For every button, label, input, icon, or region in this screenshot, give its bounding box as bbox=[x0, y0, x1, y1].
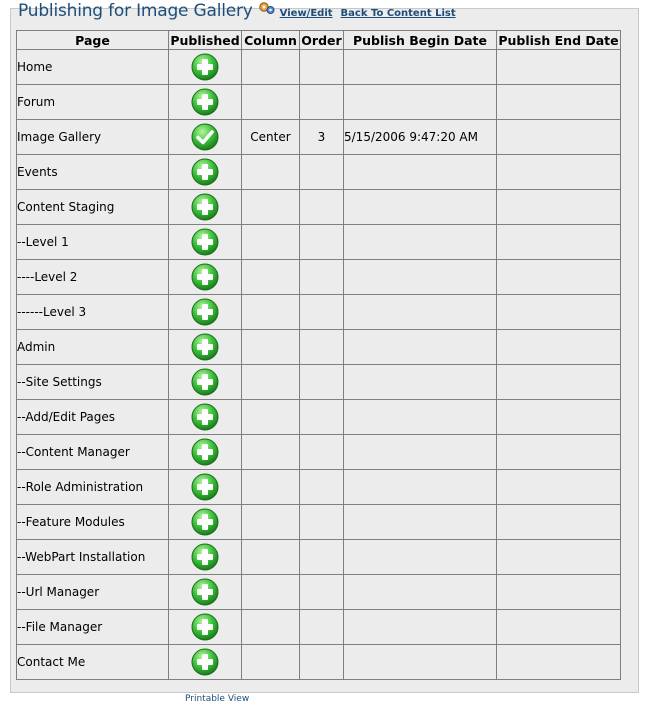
published-cell bbox=[169, 295, 242, 330]
page-name-cell: Admin bbox=[17, 330, 169, 365]
add-plus-icon bbox=[191, 578, 219, 606]
published-cell bbox=[169, 540, 242, 575]
page-name-cell: Forum bbox=[17, 85, 169, 120]
order-cell bbox=[300, 435, 344, 470]
page-name-cell: --Content Manager bbox=[17, 435, 169, 470]
published-cell bbox=[169, 645, 242, 680]
published-cell bbox=[169, 365, 242, 400]
end-date-cell bbox=[497, 540, 621, 575]
published-cell bbox=[169, 155, 242, 190]
column-cell bbox=[242, 540, 300, 575]
publishing-table bbox=[16, 30, 621, 680]
add-plus-icon bbox=[191, 403, 219, 431]
publish-add-button[interactable] bbox=[191, 543, 219, 571]
begin-date-cell bbox=[344, 365, 497, 400]
add-plus-icon bbox=[191, 158, 219, 186]
column-cell bbox=[242, 470, 300, 505]
begin-date-cell bbox=[344, 575, 497, 610]
view-edit-link[interactable]: View/Edit bbox=[279, 7, 333, 19]
table-row bbox=[17, 50, 621, 85]
begin-date-cell bbox=[344, 505, 497, 540]
end-date-cell bbox=[497, 120, 621, 155]
page-name-cell: ----Level 2 bbox=[17, 260, 169, 295]
add-plus-icon bbox=[191, 543, 219, 571]
begin-date-cell bbox=[344, 645, 497, 680]
publish-add-button[interactable] bbox=[191, 228, 219, 256]
begin-date-cell bbox=[344, 330, 497, 365]
publish-add-button[interactable] bbox=[191, 508, 219, 536]
table-row bbox=[17, 260, 621, 295]
published-cell bbox=[169, 610, 242, 645]
page-name-cell: Image Gallery bbox=[17, 120, 169, 155]
published-cell bbox=[169, 50, 242, 85]
printable-view-link[interactable]: Printable View bbox=[185, 694, 250, 704]
page-name-cell: --Level 1 bbox=[17, 225, 169, 260]
column-cell bbox=[242, 645, 300, 680]
table-row bbox=[17, 120, 621, 155]
published-cell bbox=[169, 435, 242, 470]
column-cell bbox=[242, 400, 300, 435]
order-cell bbox=[300, 330, 344, 365]
publish-add-button[interactable] bbox=[191, 648, 219, 676]
publish-add-button[interactable] bbox=[191, 333, 219, 361]
publish-add-button[interactable] bbox=[191, 263, 219, 291]
column-cell bbox=[242, 575, 300, 610]
order-cell bbox=[300, 645, 344, 680]
back-to-content-list-link[interactable]: Back To Content List bbox=[340, 7, 456, 19]
page-name-cell: --Add/Edit Pages bbox=[17, 400, 169, 435]
page-name-cell: --Site Settings bbox=[17, 365, 169, 400]
begin-date-cell bbox=[344, 295, 497, 330]
table-row bbox=[17, 645, 621, 680]
published-check-button[interactable] bbox=[191, 123, 219, 151]
column-cell bbox=[242, 155, 300, 190]
begin-date-cell bbox=[344, 435, 497, 470]
order-cell bbox=[300, 540, 344, 575]
column-cell bbox=[242, 610, 300, 645]
table-row bbox=[17, 400, 621, 435]
column-cell bbox=[242, 295, 300, 330]
publish-add-button[interactable] bbox=[191, 403, 219, 431]
table-row bbox=[17, 295, 621, 330]
add-plus-icon bbox=[191, 193, 219, 221]
publish-add-button[interactable] bbox=[191, 298, 219, 326]
order-cell bbox=[300, 50, 344, 85]
order-cell bbox=[300, 610, 344, 645]
begin-date-cell bbox=[344, 225, 497, 260]
add-plus-icon bbox=[191, 368, 219, 396]
begin-date-cell bbox=[344, 400, 497, 435]
begin-date-cell bbox=[344, 260, 497, 295]
published-cell bbox=[169, 470, 242, 505]
page-header bbox=[18, 0, 456, 22]
column-cell: Center bbox=[242, 120, 300, 155]
end-date-cell bbox=[497, 575, 621, 610]
end-date-cell bbox=[497, 400, 621, 435]
column-cell bbox=[242, 260, 300, 295]
column-header-column: Column bbox=[242, 31, 300, 50]
add-plus-icon bbox=[191, 473, 219, 501]
table-row bbox=[17, 330, 621, 365]
gears-icon bbox=[258, 0, 276, 16]
end-date-cell bbox=[497, 435, 621, 470]
published-cell bbox=[169, 330, 242, 365]
end-date-cell bbox=[497, 85, 621, 120]
page-name-cell: --Role Administration bbox=[17, 470, 169, 505]
begin-date-cell: 5/15/2006 9:47:20 AM bbox=[344, 120, 497, 155]
table-row bbox=[17, 610, 621, 645]
add-plus-icon bbox=[191, 613, 219, 641]
published-cell bbox=[169, 225, 242, 260]
order-cell bbox=[300, 470, 344, 505]
end-date-cell bbox=[497, 190, 621, 225]
published-cell bbox=[169, 575, 242, 610]
table-row bbox=[17, 225, 621, 260]
begin-date-cell bbox=[344, 540, 497, 575]
begin-date-cell bbox=[344, 190, 497, 225]
order-cell bbox=[300, 190, 344, 225]
table-row bbox=[17, 155, 621, 190]
page-name-cell: --Feature Modules bbox=[17, 505, 169, 540]
column-header-end-date: Publish End Date bbox=[498, 32, 619, 48]
end-date-cell bbox=[497, 365, 621, 400]
end-date-cell bbox=[497, 505, 621, 540]
begin-date-cell bbox=[344, 155, 497, 190]
published-cell bbox=[169, 260, 242, 295]
page-name-cell: --Url Manager bbox=[17, 575, 169, 610]
table-row bbox=[17, 505, 621, 540]
column-cell bbox=[242, 85, 300, 120]
column-header-published: Published bbox=[170, 32, 240, 48]
end-date-cell bbox=[497, 295, 621, 330]
column-cell bbox=[242, 435, 300, 470]
order-cell bbox=[300, 505, 344, 540]
column-header-page: Page bbox=[17, 31, 169, 50]
end-date-cell bbox=[497, 645, 621, 680]
publish-add-button[interactable] bbox=[191, 88, 219, 116]
publish-add-button[interactable] bbox=[191, 473, 219, 501]
order-cell bbox=[300, 575, 344, 610]
begin-date-cell bbox=[344, 610, 497, 645]
column-header-begin-date: Publish Begin Date bbox=[344, 31, 497, 50]
add-plus-icon bbox=[191, 438, 219, 466]
order-cell bbox=[300, 365, 344, 400]
add-plus-icon bbox=[191, 263, 219, 291]
published-cell bbox=[169, 190, 242, 225]
publish-add-button[interactable] bbox=[191, 578, 219, 606]
page-name-cell: --File Manager bbox=[17, 610, 169, 645]
column-cell bbox=[242, 50, 300, 85]
table-row bbox=[17, 540, 621, 575]
publish-add-button[interactable] bbox=[191, 368, 219, 396]
begin-date-cell bbox=[344, 470, 497, 505]
add-plus-icon bbox=[191, 228, 219, 256]
order-cell: 3 bbox=[300, 120, 344, 155]
add-plus-icon bbox=[191, 333, 219, 361]
column-cell bbox=[242, 190, 300, 225]
order-cell bbox=[300, 225, 344, 260]
publish-add-button[interactable] bbox=[191, 193, 219, 221]
published-cell bbox=[169, 505, 242, 540]
page-title: Publishing for Image Gallery bbox=[18, 1, 253, 21]
order-cell bbox=[300, 295, 344, 330]
column-cell bbox=[242, 505, 300, 540]
table-row bbox=[17, 435, 621, 470]
end-date-cell bbox=[497, 260, 621, 295]
column-cell bbox=[242, 225, 300, 260]
add-plus-icon bbox=[191, 88, 219, 116]
column-header-order: Order bbox=[301, 32, 342, 48]
page-name-cell: Content Staging bbox=[17, 190, 169, 225]
add-plus-icon bbox=[191, 53, 219, 81]
order-cell bbox=[300, 85, 344, 120]
published-cell bbox=[169, 85, 242, 120]
end-date-cell bbox=[497, 470, 621, 505]
published-cell bbox=[169, 400, 242, 435]
table-header-row bbox=[17, 31, 621, 50]
add-plus-icon bbox=[191, 298, 219, 326]
table-row bbox=[17, 190, 621, 225]
table-row bbox=[17, 575, 621, 610]
publish-add-button[interactable] bbox=[191, 613, 219, 641]
end-date-cell bbox=[497, 50, 621, 85]
begin-date-cell bbox=[344, 85, 497, 120]
add-plus-icon bbox=[191, 508, 219, 536]
publish-add-button[interactable] bbox=[191, 438, 219, 466]
end-date-cell bbox=[497, 610, 621, 645]
page-name-cell: Home bbox=[17, 50, 169, 85]
end-date-cell bbox=[497, 155, 621, 190]
end-date-cell bbox=[497, 330, 621, 365]
publish-add-button[interactable] bbox=[191, 53, 219, 81]
add-plus-icon bbox=[191, 648, 219, 676]
table-row bbox=[17, 470, 621, 505]
page-name-cell: Events bbox=[17, 155, 169, 190]
table-row bbox=[17, 365, 621, 400]
page-name-cell: --WebPart Installation bbox=[17, 540, 169, 575]
publish-add-button[interactable] bbox=[191, 158, 219, 186]
column-cell bbox=[242, 365, 300, 400]
table-row bbox=[17, 85, 621, 120]
page-name-cell: Contact Me bbox=[17, 645, 169, 680]
check-icon bbox=[191, 123, 219, 151]
published-cell bbox=[169, 120, 242, 155]
page-name-cell: ------Level 3 bbox=[17, 295, 169, 330]
order-cell bbox=[300, 400, 344, 435]
order-cell bbox=[300, 260, 344, 295]
begin-date-cell bbox=[344, 50, 497, 85]
order-cell bbox=[300, 155, 344, 190]
column-cell bbox=[242, 330, 300, 365]
end-date-cell bbox=[497, 225, 621, 260]
